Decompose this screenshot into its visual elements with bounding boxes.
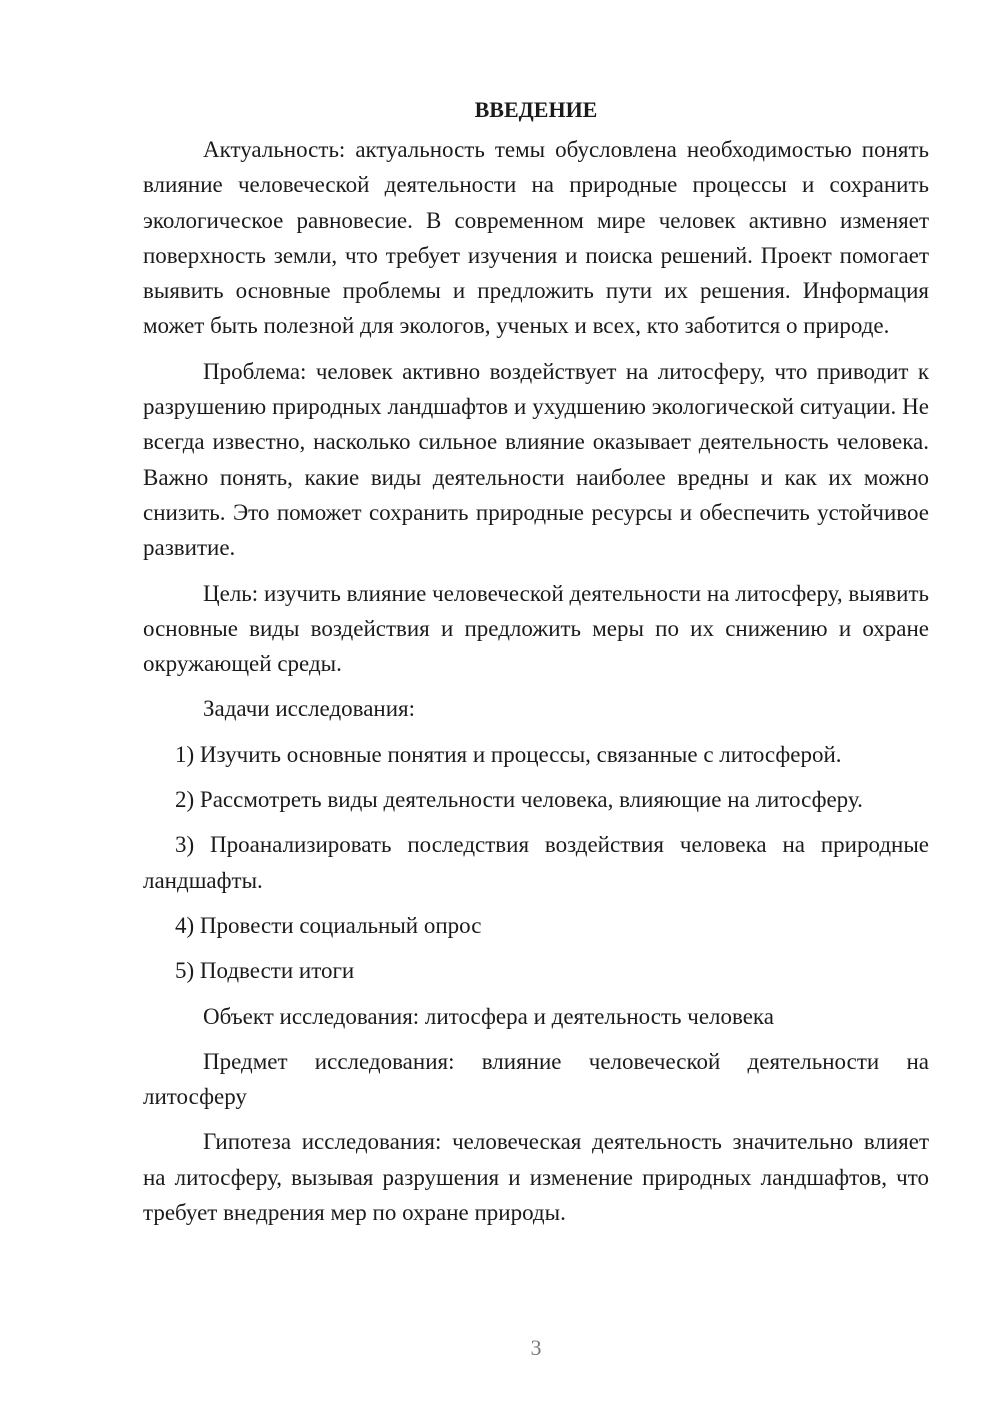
task-item-4: 4) Провести социальный опрос [175, 912, 482, 938]
research-hypothesis: Гипотеза исследования: человеческая деятельность значительно влияет на литосферу, вызывая разрушения и изменение природных ландшафтов, что требует внедрения мер по охране природы. [143, 1129, 929, 1226]
paragraph-goal: Цель: изучить влияние человеческой деятельности на литосферу, выявить основные виды воздействия и предложить меры по их снижению и охране окружающей среды. [143, 580, 929, 677]
task-item-1: 1) Изучить основные понятия и процессы, связанные с литосферой. [175, 741, 842, 767]
paragraph-relevance: Актуальность: актуальность темы обусловлена необходимостью понять влияние человеческой деятельности на природные процессы и сохранить экологическое равновесие. В современном мире человек активно изменяет поверхность земли, что требует изучения и поиска решений. Проект помогает выявить основные проблемы и предложить пути их решения. Информация может быть полезной для экологов, ученых и всех, кто заботится о природе. [143, 137, 929, 339]
tasks-heading: Задачи исследования: [203, 696, 416, 722]
research-subject: Предмет исследования: влияние человеческой деятельности на литосферу [143, 1048, 929, 1110]
paragraph-problem: Проблема: человек активно воздействует на литосферу, что приводит к разрушению природных ландшафтов и ухудшению экологической ситуации. Не всегда известно, насколько сильное влияние оказывает деятельность человека. Важно понять, какие виды деятельности наиболее вредны и как их можно снизить. Это поможет сохранить природные ресурсы и обеспечить устойчивое развитие. [143, 358, 929, 561]
task-item-3: 3) Проанализировать последствия воздействия человека на природные ландшафты. [143, 832, 929, 893]
task-item-2: 2) Рассмотреть виды деятельности человека, влияющие на литосферу. [175, 787, 863, 813]
page-number: 3 [530, 1335, 542, 1360]
page-content [143, 92, 929, 1230]
research-object: Объект исследования: литосфера и деятельность человека [203, 1003, 774, 1029]
task-item-5: 5) Подвести итоги [175, 958, 355, 984]
section-title: ВВЕДЕНИЕ [474, 97, 598, 122]
